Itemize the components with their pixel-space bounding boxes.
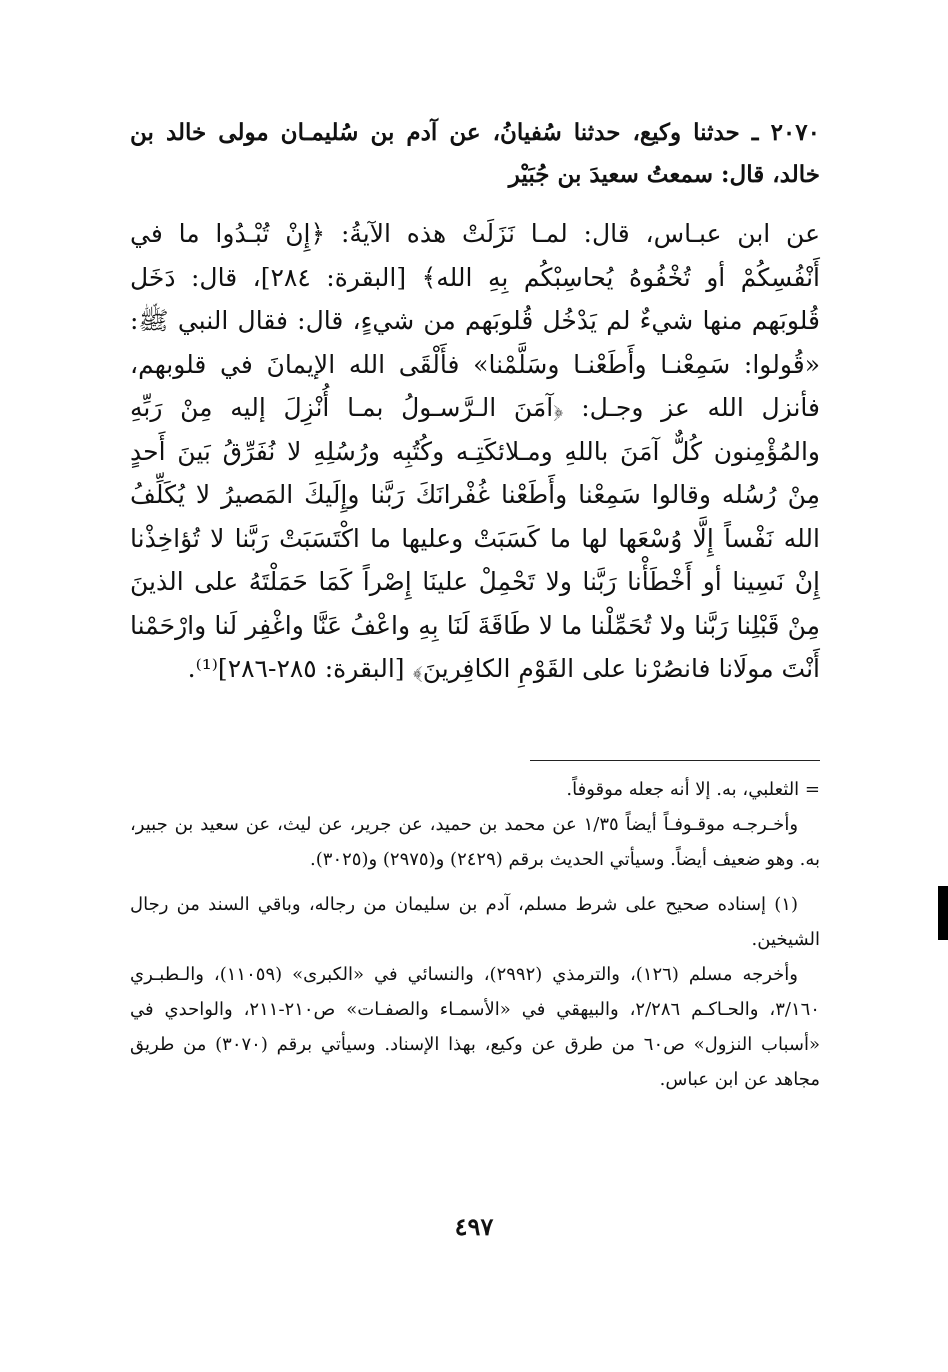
page-edge-mark: [938, 886, 948, 940]
page-number: ٤٩٧: [454, 1212, 494, 1241]
footnote-1-sources: وأخرجه مسلم (١٢٦)، والترمذي (٢٩٩٢)، والنسائي في «الكبرى» (١١٠٥٩)، والـطبـري ٣/١٦٠، والحـاكـم ٢/٢٨٦، والبيهقي في «الأسمـاء والصفـات» ص٢١٠-٢١١، والواحدي في «أسباب النزول» ص٦٠ من طرق عن وكيع، بهذا الإسناد. وسيأتي برقم (٣٠٧٠) من طريق مجاهد عن ابن عباس.: [130, 964, 820, 1090]
hadith-matn: [130, 212, 820, 691]
footnote-continuation: = الثعلبي، به. إلا أنه جعله موقوفاً.: [566, 779, 820, 800]
footnote-separator: [530, 760, 820, 761]
footnote-continuation-2: وأخـرجـه موقـوفـاً أيضاً ١/٣٥ عن محمد بن حميد، عن جرير، عن ليث، عن سعيد بن جبير، به. وهو ضعيف أيضاً. وسيأتي الحديث برقم (٢٤٢٩) و(٢٩٧٥) و(٣٠٢٥).: [130, 814, 820, 870]
hadith-isnad: ٢٠٧٠ ـ حدثنا وكيع، حدثنا سُفيانُ، عن آدم بن سُليمـان مولى خالد بن خالد، قال: سمعتُ سعيدَ بن جُبَيْر: [130, 119, 820, 188]
footnotes: [130, 772, 820, 1097]
footnote-1: (١) إسناده صحيح على شرط مسلم، آدم بن سليمان من رجاله، وباقي السند من رجال الشيخين.: [130, 894, 820, 950]
hadith-matn-text: عن ابن عبـاس، قال: لمـا نَزَلَتْ هذه الآيةُ: ﴿إِنْ تُبْـدُوا ما في أَنْفُسِكُمْ أو تُخْفُوهُ يُحاسِبْكُم بِهِ الله﴾ [البقرة: ٢٨٤]، قال: دَخَل قُلوبَهم منها شيءٌ لم يَدْخُل قُلوبَهم من شيءٍ، قال: فقال النبي ﷺ: «قُولوا: سَمِعْنـا وأَطَعْنـا وسَلَّمْنا» فأَلْقَى الله الإيمانَ في قلوبهم، فأنزل الله عز وجـل: ﴿آمَنَ الـرَّسـولُ بمـا أُنْزِلَ إليه مِنْ رَبِّهِ والمُؤْمِنون كُلٌّ آمَنَ باللهِ ومـلائكَتِـه وكُتُبِه ورُسُلِهِ لا نُفَرِّقُ بَينَ أَحدٍ مِنْ رُسُله وقالوا سَمِعْنا وأَطَعْنا غُفْرانَكَ رَبَّنا وإِلَيكَ المَصيرُ لا يُكَلِّفُ الله نَفْساً إِلَّا وُسْعَها لها ما كَسَبَتْ وعليها ما اكْتَسَبَتْ رَبَّنا لا تُؤاخِذْنا إِنْ نَسِينا أو أَخْطَأْنا رَبَّنا ولا تَحْمِلْ علينَا إِصْراً كَمَا حَمَلْتَهُ على الذينَ مِنْ قَبْلِنا رَبَّنا ولا تُحَمِّلْنا ما لا طَاقَةَ لَنَا بِهِ واعْفُ عَنَّا واغْفِر لَنا وارْحَمْنا أَنْتَ مولَانا فانصُرْنا على القَوْمِ الكافِرينَ﴾ [البقرة: ٢٨٥-٢٨٦]⁽¹⁾.: [130, 219, 821, 683]
